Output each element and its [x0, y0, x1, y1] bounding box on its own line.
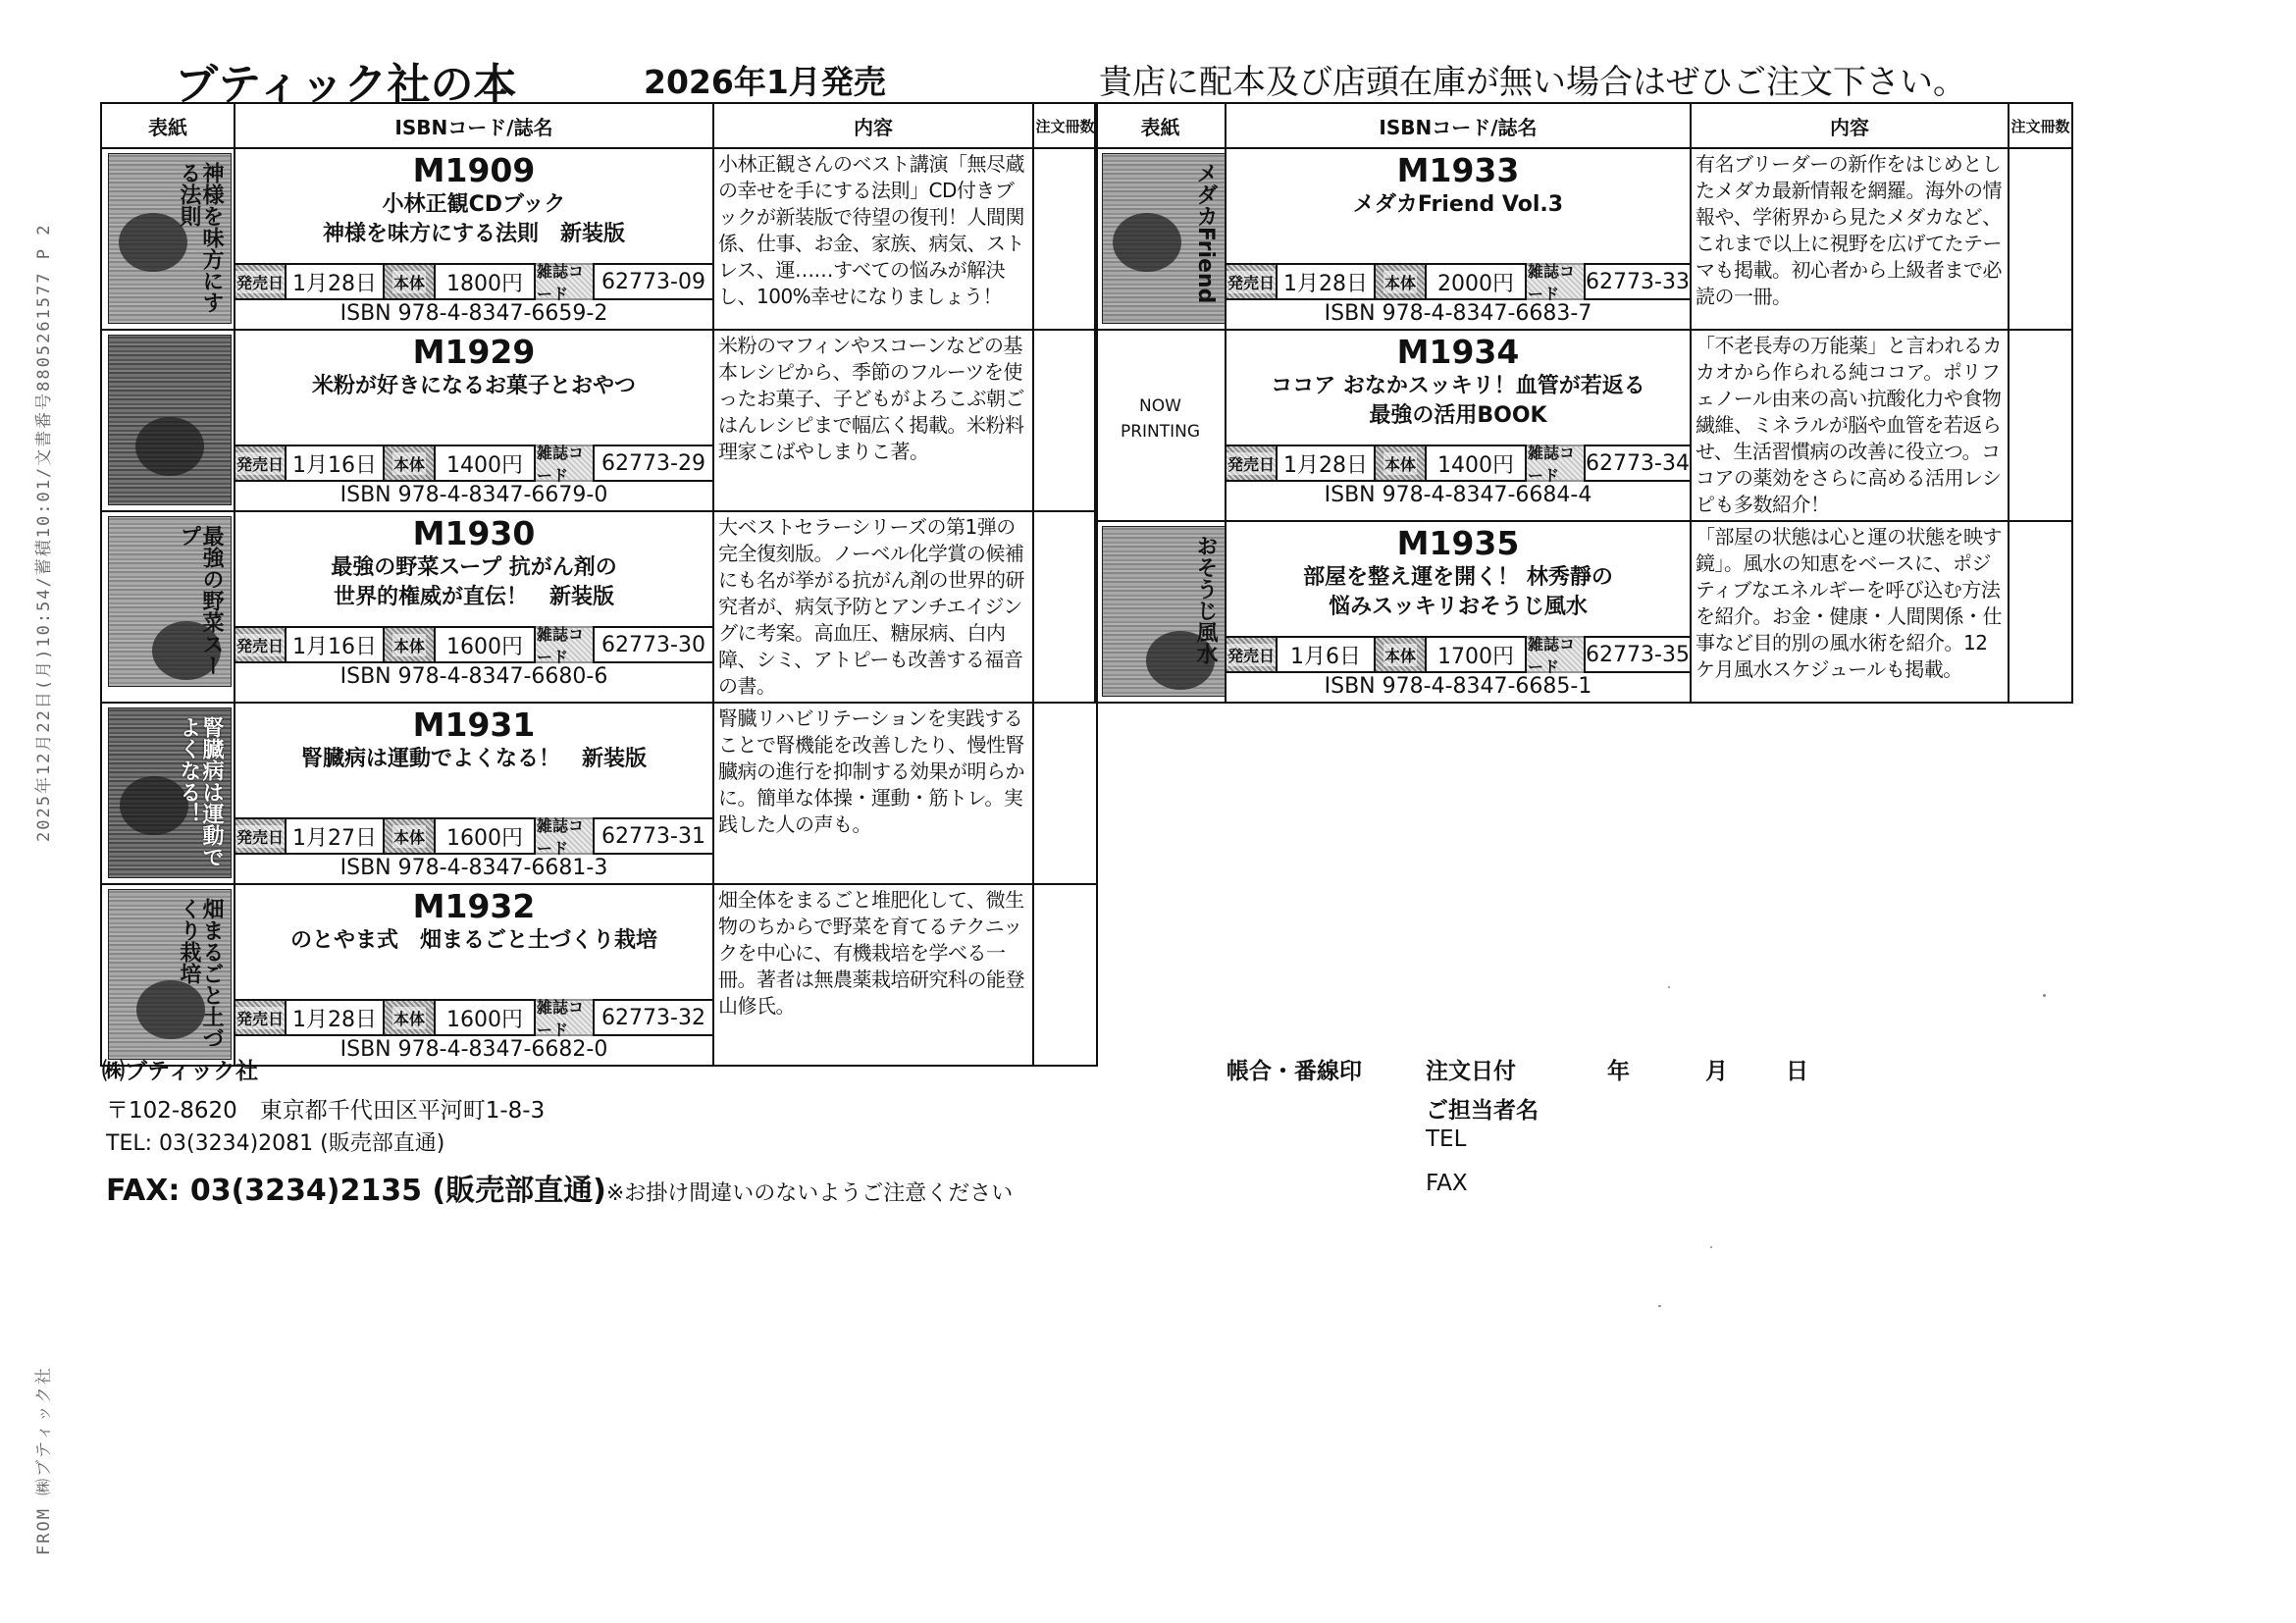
- cover-cell: [1095, 148, 1226, 330]
- order-quantity-cell[interactable]: [1033, 703, 1097, 884]
- magazine-code-label: 雑誌コード: [536, 819, 595, 853]
- description-cell: [713, 330, 1033, 511]
- book-info-cell: [235, 703, 713, 884]
- book-row: [101, 884, 1097, 1066]
- order-year-label: 年: [1607, 1059, 1630, 1084]
- product-code: M1931: [412, 706, 536, 744]
- price-label: 本体: [385, 819, 436, 853]
- price: 2000円: [1427, 265, 1527, 298]
- isbn-number: ISBN 978-4-8347-6681-3: [339, 856, 608, 880]
- book-description: 大ベストセラーシリーズの第1弾の完全復刻版。ノーベル化学賞の候補にも名が挙がる抗がん剤の世界的研究者が、病気予防とアンチエイジングに考案。高血圧、糖尿病、白内障、シミ、アトピーも改善する福音の書。: [718, 515, 1024, 698]
- company-tel: TEL: 03(3234)2081 (販売部直通): [106, 1131, 445, 1156]
- price: 1400円: [436, 446, 536, 480]
- scan-speck: [1658, 1305, 1661, 1307]
- cover-graphic: [1113, 213, 1181, 272]
- book-description: 「部屋の状態は心と運の状態を映す鏡」。風水の知恵をベースに、ポジティブなエネルギーを呼び込む方法を紹介。お金・健康・人間関係・仕事など目的別の風水術を紹介。12ケ月風水スケジュールも掲載。: [1696, 525, 2002, 681]
- order-day-label: 日: [1786, 1059, 1808, 1084]
- now-printing-placeholder: NOW PRINTING: [1120, 396, 1201, 442]
- release-date: 1月28日: [287, 1001, 385, 1034]
- price-label: 本体: [1376, 638, 1427, 671]
- contact-label: ご担当者名: [1426, 1098, 1539, 1124]
- cover-graphic: [135, 417, 204, 476]
- description-cell: [713, 703, 1033, 884]
- col-header-content: 内容: [713, 103, 1033, 148]
- release-date-label: 発売日: [1226, 265, 1278, 298]
- book-title-line: メダカFriend Vol.3: [1352, 192, 1564, 217]
- magazine-code: 62773-31: [601, 823, 705, 849]
- magazine-code-label: 雑誌コード: [536, 265, 595, 298]
- cover-cell: [101, 511, 235, 703]
- book-title-line: 世界的権威が直伝！ 新装版: [333, 585, 614, 609]
- product-code: M1933: [1396, 151, 1520, 189]
- cover-title-art: 畑まるごと土づくり栽培: [176, 898, 224, 1049]
- description-cell: [713, 148, 1033, 330]
- magazine-code: 62773-34: [1586, 450, 1690, 476]
- book-row: [101, 330, 1097, 511]
- book-meta-row: [1226, 262, 1690, 303]
- release-date-label: 発売日: [1226, 638, 1278, 671]
- order-quantity-cell[interactable]: [1033, 884, 1097, 1066]
- company-address: 〒102-8620 東京都千代田区平河町1-8-3: [106, 1098, 546, 1124]
- order-quantity-cell[interactable]: [1033, 330, 1097, 511]
- book-title-line: 最強の野菜スープ 抗がん剤の: [331, 555, 617, 580]
- scan-speck: [1668, 986, 1670, 988]
- book-meta-row: [1226, 635, 1690, 676]
- book-cover-image: [108, 707, 232, 878]
- isbn-number: ISBN 978-4-8347-6659-2: [339, 301, 608, 326]
- scan-speck: [1710, 1246, 1712, 1248]
- price-label: 本体: [385, 446, 436, 480]
- release-date: 1月27日: [287, 819, 385, 853]
- cover-cell: [101, 884, 235, 1066]
- order-quantity-cell[interactable]: [1033, 511, 1097, 703]
- isbn-number: ISBN 978-4-8347-6682-0: [339, 1037, 608, 1062]
- cover-title-art: メダカFriend: [1193, 162, 1218, 304]
- book-info-cell: [235, 330, 713, 511]
- book-title-line: 神様を味方にする法則 新装版: [322, 222, 625, 246]
- cover-cell: [101, 330, 235, 511]
- isbn-number: ISBN 978-4-8347-6679-0: [339, 483, 608, 507]
- fax-number: FAX: 03(3234)2135 (販売部直通): [106, 1174, 606, 1208]
- product-code: M1909: [412, 151, 536, 189]
- release-date-label: 発売日: [235, 446, 287, 480]
- book-row: [101, 148, 1097, 330]
- book-info-cell: [235, 511, 713, 703]
- magazine-code: 62773-35: [1586, 642, 1690, 667]
- book-row: [1095, 521, 2072, 703]
- scan-speck: [2043, 994, 2046, 997]
- price-label: 本体: [385, 265, 436, 298]
- price-label: 本体: [1376, 446, 1427, 480]
- magazine-code-label: 雑誌コード: [536, 628, 595, 661]
- order-date-label: 注文日付: [1426, 1059, 1516, 1084]
- book-description: 畑全体をまるごと堆肥化して、微生物のちからで野菜を育てるテクニックを中心に、有機栽培を学べる一冊。著者は無農薬栽培研究科の能登山修氏。: [718, 888, 1024, 1018]
- order-quantity-cell[interactable]: [1033, 148, 1097, 330]
- book-cover-image: [108, 153, 232, 324]
- book-row: [101, 511, 1097, 703]
- description-cell: [713, 511, 1033, 703]
- book-info-cell: [1226, 330, 1691, 521]
- company-fax: [106, 1166, 1013, 1209]
- price-label: 本体: [385, 628, 436, 661]
- magazine-code: 62773-29: [601, 450, 705, 476]
- magazine-code: 62773-33: [1586, 269, 1690, 294]
- book-info-cell: [235, 148, 713, 330]
- book-cover-image: [1102, 526, 1226, 697]
- book-info-cell: [235, 884, 713, 1066]
- book-title-line: 腎臓病は運動でよくなる！ 新装版: [300, 747, 647, 771]
- cover-title-art: 神様を味方にする法則: [176, 162, 224, 313]
- order-quantity-cell[interactable]: [2009, 330, 2072, 521]
- col-header-cover: 表紙: [1095, 103, 1226, 148]
- price-label: 本体: [385, 1001, 436, 1034]
- price: 1400円: [1427, 446, 1527, 480]
- description-cell: [1691, 330, 2009, 521]
- book-row: [1095, 330, 2072, 521]
- col-header-isbn: ISBNコード/誌名: [1226, 103, 1691, 148]
- book-meta-row: [235, 998, 712, 1039]
- magazine-code-label: 雑誌コード: [1527, 446, 1586, 480]
- book-title-line: 最強の活用BOOK: [1369, 403, 1547, 428]
- book-title-line: 米粉が好きになるお菓子とおやつ: [311, 374, 636, 398]
- book-cover-image: [108, 889, 232, 1060]
- book-info-cell: [1226, 148, 1691, 330]
- price-label: 本体: [1376, 265, 1427, 298]
- price: 1800円: [436, 265, 536, 298]
- magazine-code: 62773-32: [601, 1005, 705, 1030]
- order-quantity-cell[interactable]: [2009, 521, 2072, 703]
- isbn-number: ISBN 978-4-8347-6685-1: [1324, 674, 1592, 699]
- col-header-qty: 注文冊数: [1033, 103, 1097, 148]
- book-row: [1095, 148, 2072, 330]
- book-meta-row: [235, 262, 712, 303]
- cover-cell: [101, 703, 235, 884]
- book-description: 有名ブリーダーの新作をはじめとしたメダカ最新情報を網羅。海外の情報や、学術界から見たメダカなど、これまで以上に視野を広げてたテーマも掲載。初心者から上級者まで必読の一冊。: [1696, 152, 2002, 308]
- release-date-label: 発売日: [235, 1001, 287, 1034]
- book-description: 「不老長寿の万能薬」と言われるカカオから作られる純ココア。ポリフェノール由来の高い抗酸化力や食物繊維、ミネラルが脳や血管を若返らせ、生活習慣病の改善に役立つ。ココアの薬効をさらに高める活用レシピも多数紹介！: [1696, 334, 2002, 516]
- book-cover-image: [1102, 153, 1226, 324]
- book-description: 米粉のマフィンやスコーンなどの基本レシピから、季節のフルーツを使ったお菓子、子どもがよろこぶ朝ごはんレシピまで幅広く掲載。米粉料理家こばやしまりこ著。: [718, 334, 1024, 463]
- release-date-label: 発売日: [235, 819, 287, 853]
- magazine-code: 62773-09: [601, 269, 705, 294]
- cover-title-art: おそうじ風水: [1193, 535, 1218, 664]
- price: 1600円: [436, 819, 536, 853]
- book-table-right: [1094, 102, 2073, 704]
- book-cover-image: [108, 516, 232, 687]
- book-table-left: [100, 102, 1098, 1067]
- book-title-line: 悩みスッキリおそうじ風水: [1329, 595, 1588, 619]
- cover-title-art: 最強の野菜スープ: [176, 525, 224, 676]
- product-code: M1929: [412, 333, 536, 371]
- magazine-code: 62773-30: [601, 632, 705, 657]
- description-cell: [713, 884, 1033, 1066]
- release-date: 1月28日: [287, 265, 385, 298]
- price: 1600円: [436, 628, 536, 661]
- cover-cell: [1095, 330, 1226, 521]
- product-code: M1932: [412, 887, 536, 925]
- description-cell: [1691, 521, 2009, 703]
- col-header-cover: 表紙: [101, 103, 235, 148]
- magazine-code-label: 雑誌コード: [1527, 638, 1586, 671]
- release-date: 1月6日: [1278, 638, 1376, 671]
- release-date: 1月16日: [287, 628, 385, 661]
- col-header-qty: 注文冊数: [2009, 103, 2072, 148]
- price: 1700円: [1427, 638, 1527, 671]
- product-code: M1934: [1396, 333, 1520, 371]
- book-title-line: 部屋を整え運を開く！ 林秀靜の: [1303, 565, 1613, 590]
- description-cell: [1691, 148, 2009, 330]
- tel-label: TEL: [1426, 1126, 1467, 1152]
- release-date: 1月16日: [287, 446, 385, 480]
- product-code: M1935: [1396, 524, 1520, 562]
- stamp-label: 帳合・番線印: [1226, 1059, 1362, 1084]
- magazine-code-label: 雑誌コード: [1527, 265, 1586, 298]
- isbn-number: ISBN 978-4-8347-6683-7: [1324, 301, 1592, 326]
- book-title-line: 小林正観CDブック: [382, 192, 566, 217]
- book-meta-row: [235, 625, 712, 666]
- magazine-code-label: 雑誌コード: [536, 446, 595, 480]
- product-code: M1930: [412, 514, 536, 552]
- company-name: ㈱ブティック社: [102, 1059, 259, 1084]
- order-notice: 貴店に配本及び店頭在庫が無い場合はぜひご注文下さい。: [1099, 63, 1966, 102]
- book-title-line: ココア おなかスッキリ！血管が若返る: [1271, 374, 1645, 398]
- release-date-label: 発売日: [235, 628, 287, 661]
- isbn-number: ISBN 978-4-8347-6680-6: [339, 664, 608, 689]
- magazine-code-label: 雑誌コード: [536, 1001, 595, 1034]
- book-description: 小林正観さんのベスト講演「無尽蔵の幸せを手にする法則」CD付きブックが新装版で待望の復刊！人間関係、仕事、お金、家族、病気、ストレス、運……すべての悩みが解決し、100%幸せになりましょう！: [718, 152, 1024, 308]
- col-header-isbn: ISBNコード/誌名: [235, 103, 713, 148]
- book-meta-row: [235, 816, 712, 858]
- fax-note: ※お掛け間違いのないようご注意ください: [605, 1181, 1014, 1206]
- price: 1600円: [436, 1001, 536, 1034]
- fax-label: FAX: [1426, 1171, 1468, 1196]
- book-meta-row: [235, 444, 712, 485]
- book-row: [101, 703, 1097, 884]
- page-title: ブティック社の本: [175, 60, 517, 110]
- book-meta-row: [1226, 444, 1690, 485]
- order-quantity-cell[interactable]: [2009, 148, 2072, 330]
- from-text: FROM ㈱ブティック社: [34, 1366, 54, 1555]
- book-cover-image: [108, 335, 232, 505]
- release-month: 2026年1月発売: [644, 63, 886, 101]
- cover-cell: [1095, 521, 1226, 703]
- book-info-cell: [1226, 521, 1691, 703]
- release-date: 1月28日: [1278, 446, 1376, 480]
- fax-stamp-text: 2025年12月22日(月)10:54/蓄積10:01/文書番号8805261577 P 2: [34, 223, 54, 842]
- release-date-label: 発売日: [235, 265, 287, 298]
- order-month-label: 月: [1705, 1059, 1728, 1084]
- book-description: 腎臓リハビリテーションを実践することで腎機能を改善したり、慢性腎臓病の進行を抑制する効果が明らかに。簡単な体操・運動・筋トレ。実践した人の声も。: [718, 707, 1024, 836]
- book-title-line: のとやま式 畑まるごと土づくり栽培: [289, 928, 657, 953]
- cover-title-art: 腎臓病は運動でよくなる！: [176, 716, 224, 867]
- isbn-number: ISBN 978-4-8347-6684-4: [1324, 483, 1592, 507]
- col-header-content: 内容: [1691, 103, 2009, 148]
- release-date: 1月28日: [1278, 265, 1376, 298]
- cover-cell: [101, 148, 235, 330]
- release-date-label: 発売日: [1226, 446, 1278, 480]
